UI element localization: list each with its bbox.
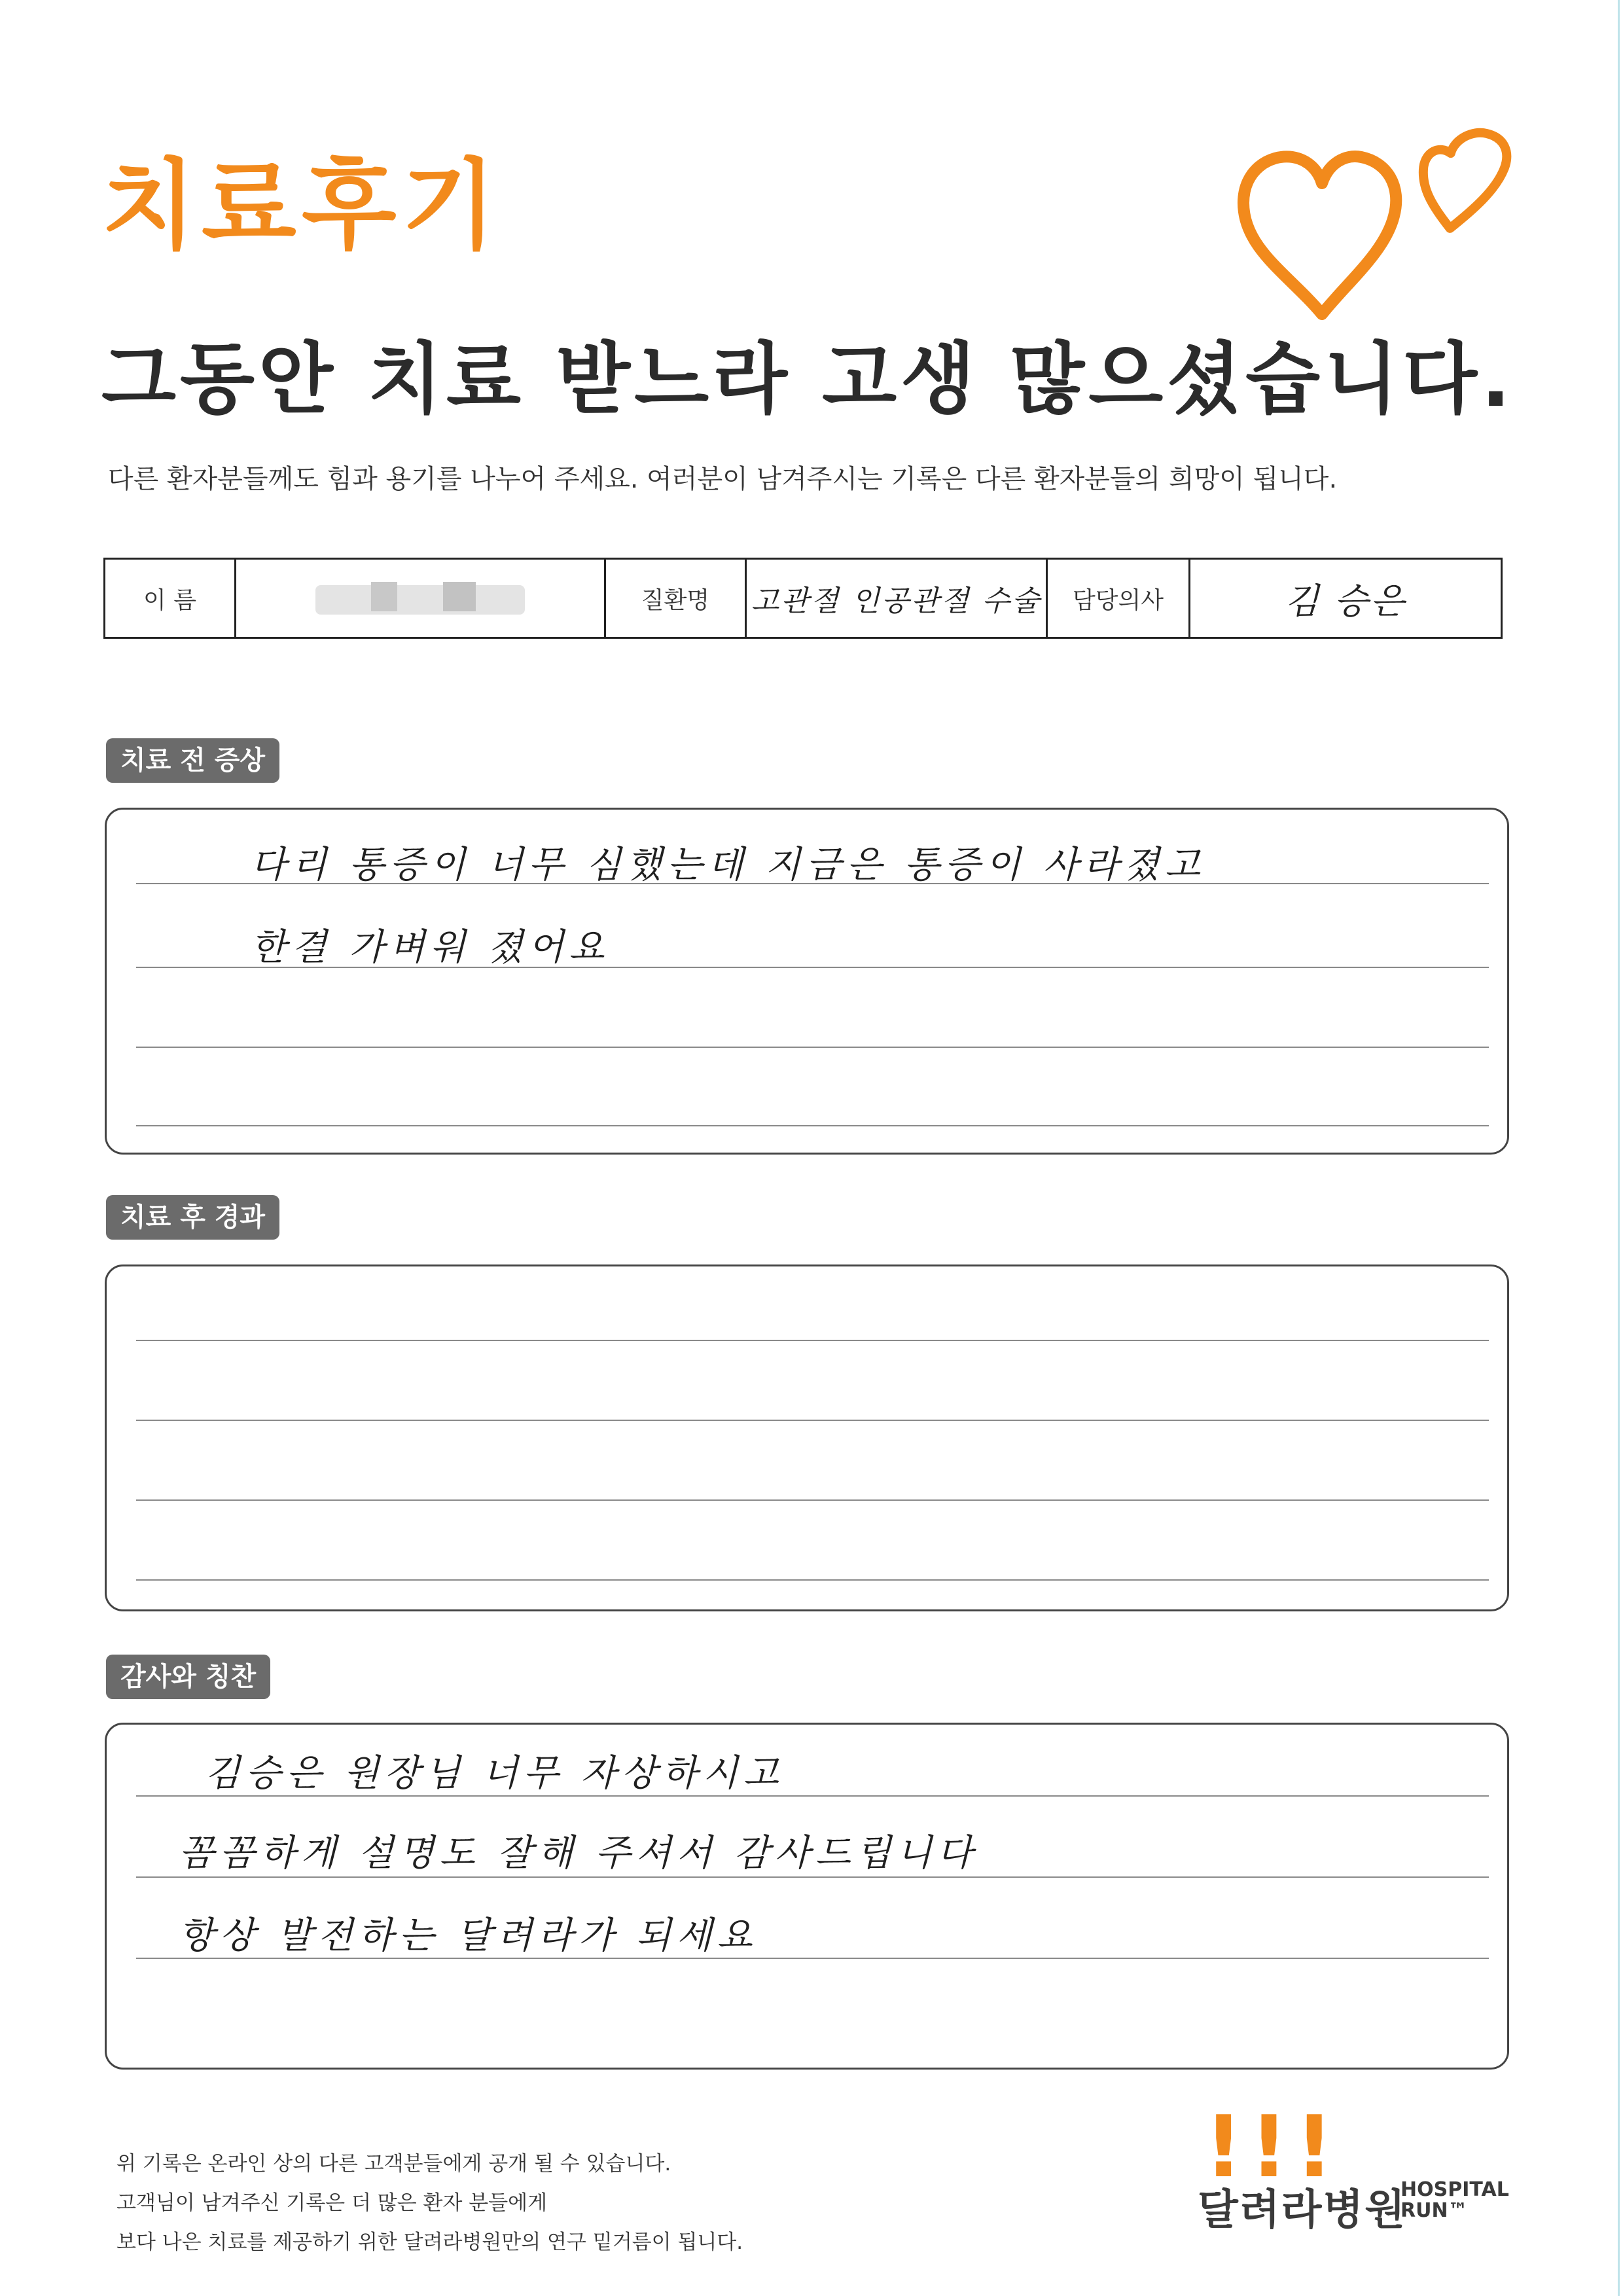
- logo-english-line1: HOSPITAL: [1400, 2178, 1509, 2201]
- disease-value: 고관절 인공관절 수술: [747, 560, 1048, 637]
- writing-line: [136, 1125, 1489, 1126]
- footer-note-1: 위 기록은 온라인 상의 다른 고객분들에게 공개 될 수 있습니다.: [116, 2152, 671, 2176]
- subheadline: 다른 환자분들께도 힘과 용기를 나누어 주세요. 여러분이 남겨주시는 기록은 다른 환자분들의 희망이 됩니다.: [108, 464, 1338, 494]
- writing-line: [136, 1047, 1489, 1048]
- doctor-label: 담당의사: [1048, 560, 1190, 637]
- writing-line: [136, 1876, 1489, 1878]
- before-symptoms-box: [105, 808, 1509, 1155]
- writing-line: [136, 1340, 1489, 1341]
- writing-line: [136, 1420, 1489, 1421]
- after-progress-box: [105, 1265, 1509, 1611]
- name-value-blurred: [236, 560, 606, 637]
- writing-line: [136, 1499, 1489, 1501]
- handwritten-line: 항상 발전하는 달려라가 되세요: [179, 1914, 758, 1957]
- logo-name: 달려라병원: [1198, 2186, 1407, 2234]
- headline: 그동안 치료 받느라 고생 많으셨습니다.: [101, 334, 1514, 424]
- redacted-name-blur: [309, 575, 531, 621]
- hearts-icon: [1230, 98, 1558, 321]
- handwritten-line: 김승은 원장님 너무 자상하시고: [205, 1752, 784, 1795]
- section-tag-after: 치료 후 경과: [106, 1195, 279, 1240]
- section-tag-thanks: 감사와 칭찬: [106, 1655, 270, 1699]
- footer-note-2: 고객님이 남겨주신 기록은 더 많은 환자 분들에게: [116, 2191, 548, 2215]
- logo-english: [1400, 2179, 1509, 2221]
- info-table: [103, 558, 1503, 639]
- thanks-praise-box: [105, 1723, 1509, 2070]
- doctor-value: 김 승은: [1285, 580, 1406, 622]
- handwritten-line: 꼼꼼하게 설명도 잘해 주셔서 감사드립니다: [179, 1832, 978, 1874]
- footer-note-3: 보다 나은 치료를 제공하기 위한 달려라병원만의 연구 밑거름이 됩니다.: [116, 2231, 743, 2254]
- page-title: 치료후기: [101, 149, 502, 263]
- logo-english-line2: RUN™: [1400, 2198, 1468, 2222]
- disease-label: 질환명: [606, 560, 747, 637]
- handwritten-line: 한결 가벼워 졌어요: [251, 926, 610, 969]
- logo-exclamation-marks: !!!: [1204, 2097, 1340, 2197]
- writing-line: [136, 1579, 1489, 1581]
- scan-edge-line: [1618, 0, 1620, 2296]
- name-label: 이 름: [105, 560, 236, 637]
- section-tag-before: 치료 전 증상: [106, 738, 279, 783]
- handwritten-line: 다리 통증이 너무 심했는데 지금은 통증이 사라졌고: [251, 844, 1205, 886]
